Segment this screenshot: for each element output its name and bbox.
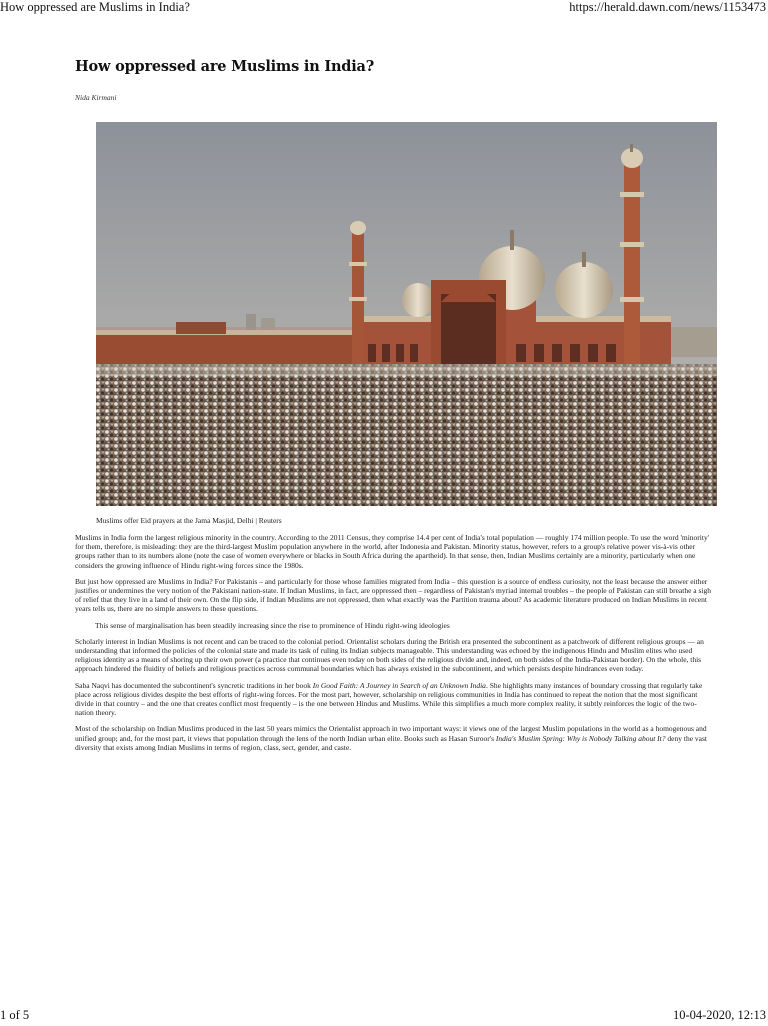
- article-title: How oppressed are Muslims in India?: [75, 58, 375, 75]
- print-header-title: How oppressed are Muslims in India?: [0, 0, 190, 14]
- print-footer: [0, 1008, 768, 1026]
- article-paragraph: Scholarly interest in Indian Muslims is not recent and can be traced to the colonial period. Orientalist scholars during the British era presented the subcontinent as a patchwork of different religious groups — an understanding that informed the policies of the colonial state and made its task of ruling its Indian subjects manageable. This understanding was echoed by the indigenous Hindu and Muslim elites who used religious identity as a means of shoring up their own power (a practice that continues even today on both sides of the religious divide and, indeed, on both sides of the India-Pakistan border). On the whole, this approach hindered the fluidity of beliefs and religious practices across communal boundaries which has always existed in the subcontinent, and which persists despite hindrances even today.: [75, 636, 704, 674]
- article-header: [75, 58, 718, 102]
- print-datetime: 10-04-2020, 12:13: [672, 1008, 766, 1022]
- paragraph-text: deny the vast diversity that exists among Indian Muslims in terms of region, class, sect, gender, and caste.: [75, 733, 707, 752]
- book-title: In Good Faith: A Journey in Search of an Unknown India: [312, 680, 486, 690]
- book-title: India's Muslim Spring: Why is Nobody Talking about It?: [495, 733, 666, 743]
- image-caption: Muslims offer Eid prayers at the Jama Masjid, Delhi | Reuters: [96, 516, 282, 525]
- article-body: [75, 533, 715, 759]
- jama-masjid-photo: [96, 122, 717, 506]
- article-paragraph: But just how oppressed are Muslims in India? For Pakistanis – and particularly for those whose families migrated from India – this question is a source of endless curiosity, not the least because the answer either justifies or undermines the very notion of the Pakistani nation-state. If Indian Muslims, in fact, are oppressed then – regardless of Pakistan's myriad internal troubles – the people of Pakistan can still breathe a sigh of relief that they live in a land of their own. On the flip side, if Indian Muslims are not oppressed, then what exactly was the Partition trauma about? As academic literature produced on Indian Muslims in recent years tells us, there are no simple answers to these questions.: [75, 576, 711, 614]
- paragraph-text: Saba Naqvi has documented the subcontinent's syncretic traditions in her book: [75, 680, 313, 690]
- print-header-url[interactable]: https://herald.dawn.com/news/1153473: [569, 0, 766, 14]
- paragraph-text: . She highlights many instances of boundary crossing that regularly take place across religious divides despite the best efforts of right-wing forces. For the most part, however, scholarship on religious communities in India has continued to repeat the notion that the most significant divide in that country – and the one that creates conflict most frequently – is the one between Hindus and Muslims. While this simplifies a much more complex reality, it subtly reinforces the logic of the two-nation theory.: [75, 680, 703, 718]
- page-number: 1 of 5: [0, 1008, 30, 1022]
- pull-quote: This sense of marginalisation has been steadily increasing since the rise to prominence of Hindu right-wing ideologies: [95, 620, 450, 630]
- article-paragraph: [75, 724, 715, 752]
- article-author[interactable]: Nida Kirmani: [75, 93, 117, 102]
- article-paragraph: Muslims in India form the largest religious minority in the country. According to the 2011 Census, they comprise 14.4 per cent of India's total population — roughly 174 million people. To use the word 'minority' for them, therefore, is misleading: they are the third-largest Muslim population anywhere in the world, after Indonesia and Pakistan. Minority status, however, refers to a group's relative power vis-à-vis other groups rather than to its numbers alone (note the case of women everywhere or blacks in South Africa during the apartheid). In that sense, then, Indian Muslims certainly are a minority, particularly when one considers the growing influence of Hindu right-wing forces since the 1980s.: [75, 533, 710, 570]
- article-paragraph: [75, 681, 715, 718]
- print-header: [0, 0, 768, 18]
- paragraph-text: Most of the scholarship on Indian Muslims produced in the last 50 years mimics the Orientalist approach in two important ways: it views one of the largest Muslim populations in the world as a homogenous and unified group; and, for the most part, it views that population through the lens of the north Indian urban elite. Books such as Hasan Suroor's: [75, 724, 707, 743]
